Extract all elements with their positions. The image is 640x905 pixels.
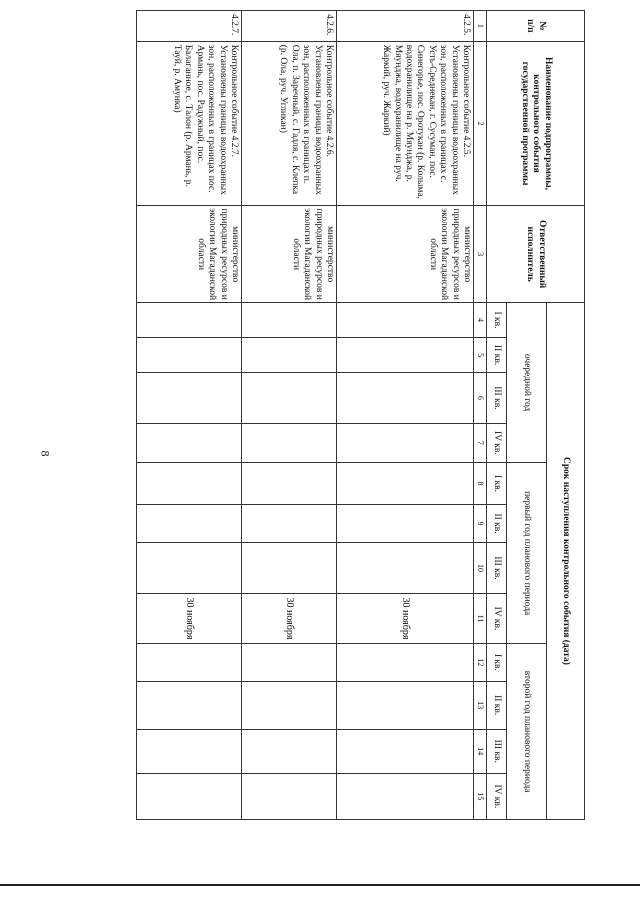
- empty-quarter-cell: [137, 644, 242, 681]
- empty-quarter-cell: [242, 773, 337, 819]
- header-quarter: I кв.: [487, 644, 507, 681]
- empty-quarter-cell: [242, 302, 337, 337]
- header-year-first: первый год планового периода: [507, 463, 547, 644]
- header-executor: Ответственный исполнитель: [487, 206, 585, 303]
- header-quarter: III кв.: [487, 373, 507, 423]
- column-number-cell: 11: [474, 593, 487, 643]
- header-quarter: II кв.: [487, 338, 507, 373]
- row-number: 4.2.6.: [242, 11, 337, 42]
- table-row: [337, 11, 474, 820]
- empty-quarter-cell: [242, 543, 337, 593]
- empty-quarter-cell: [137, 543, 242, 593]
- control-event-name: Контрольное событие 4.2.5. Установлены границы водоохранных зон, расположенных в границах с. Усть-Среднекан, г. Сусуман, пос. Синегорье, пос. Оротукан (р. Колыма, водохранилище на р. Мяунджа, р. Мяунджа, водохранилище на руч. Жаркий, руч. Жаркий): [337, 41, 474, 206]
- empty-quarter-cell: [337, 543, 474, 593]
- column-number-cell: 13: [474, 681, 487, 729]
- empty-quarter-cell: [242, 373, 337, 423]
- empty-quarter-cell: [337, 463, 474, 505]
- empty-quarter-cell: [337, 373, 474, 423]
- empty-quarter-cell: [242, 338, 337, 373]
- row-number: 4.2.5.: [337, 11, 474, 42]
- empty-quarter-cell: [337, 338, 474, 373]
- empty-quarter-cell: [242, 423, 337, 463]
- header-quarter: III кв.: [487, 543, 507, 593]
- column-number-cell: 1: [474, 11, 487, 42]
- header-quarter: IV кв.: [487, 423, 507, 463]
- empty-quarter-cell: [337, 504, 474, 542]
- column-number-cell: 8: [474, 463, 487, 505]
- header-quarter: IV кв.: [487, 773, 507, 819]
- header-quarter: II кв.: [487, 504, 507, 542]
- responsible-executor: министерство природных ресурсов и экологии Магаданской области: [137, 206, 242, 303]
- header-num: № п/п: [487, 11, 585, 42]
- empty-quarter-cell: [137, 681, 242, 729]
- empty-quarter-cell: [242, 644, 337, 681]
- deadline-date: 30 ноября: [337, 593, 474, 643]
- responsible-executor: министерство природных ресурсов и экологии Магаданской области: [337, 206, 474, 303]
- column-number-cell: 5: [474, 338, 487, 373]
- empty-quarter-cell: [137, 463, 242, 505]
- page-bottom-rule: [0, 884, 640, 886]
- column-number-cell: 3: [474, 206, 487, 303]
- deadline-date: 30 ноября: [137, 593, 242, 643]
- empty-quarter-cell: [337, 729, 474, 773]
- header-deadline: Срок наступления контрольного события (дата): [547, 302, 585, 819]
- responsible-executor: министерство природных ресурсов и экологии Магаданской области: [242, 206, 337, 303]
- empty-quarter-cell: [337, 302, 474, 337]
- control-event-name: Контрольное событие 4.2.6. Установлены границы водоохранных зон, расположенных в границах п. Ола, п. Заречный, с. Гадля, с. Клепка (р. Ола, руч. Угликан): [242, 41, 337, 206]
- empty-quarter-cell: [242, 681, 337, 729]
- empty-quarter-cell: [137, 504, 242, 542]
- header-quarter: I кв.: [487, 302, 507, 337]
- deadline-date: 30 ноября: [242, 593, 337, 643]
- empty-quarter-cell: [137, 729, 242, 773]
- column-number-cell: 6: [474, 373, 487, 423]
- header-quarter: I кв.: [487, 463, 507, 505]
- empty-quarter-cell: [242, 463, 337, 505]
- header-quarter: III кв.: [487, 729, 507, 773]
- empty-quarter-cell: [337, 423, 474, 463]
- page-number: 8: [38, 450, 53, 457]
- empty-quarter-cell: [242, 504, 337, 542]
- empty-quarter-cell: [137, 423, 242, 463]
- empty-quarter-cell: [242, 729, 337, 773]
- control-events-table: [136, 10, 585, 820]
- header-year-current: очередной год: [507, 302, 547, 462]
- column-number-cell: 9: [474, 504, 487, 542]
- rotated-table-sheet: [90, 10, 585, 820]
- empty-quarter-cell: [137, 302, 242, 337]
- column-number-cell: 4: [474, 302, 487, 337]
- control-event-name: Контрольное событие 4.2.7. Установлены границы водоохранных зон, расположенных в границах пос. Армань, пос. Радужный, пос. Балаганное, с. Талон (р. Армань, р. Тауй, р. Амунка): [137, 41, 242, 206]
- header-quarter: II кв.: [487, 681, 507, 729]
- empty-quarter-cell: [137, 338, 242, 373]
- header-quarter: IV кв.: [487, 593, 507, 643]
- column-number-cell: 2: [474, 41, 487, 206]
- header-name: Наименование подпрограммы, контрольного события государственной программы: [487, 41, 585, 206]
- empty-quarter-cell: [137, 773, 242, 819]
- column-number-row: [474, 11, 487, 820]
- empty-quarter-cell: [337, 681, 474, 729]
- empty-quarter-cell: [137, 373, 242, 423]
- table-row: [242, 11, 337, 820]
- empty-quarter-cell: [337, 773, 474, 819]
- column-number-cell: 14: [474, 729, 487, 773]
- empty-quarter-cell: [337, 644, 474, 681]
- column-number-cell: 15: [474, 773, 487, 819]
- header-year-second: второй год планового периода: [507, 644, 547, 820]
- column-number-cell: 10: [474, 543, 487, 593]
- row-number: 4.2.7.: [137, 11, 242, 42]
- table-row: [137, 11, 242, 820]
- column-number-cell: 12: [474, 644, 487, 681]
- column-number-cell: 7: [474, 423, 487, 463]
